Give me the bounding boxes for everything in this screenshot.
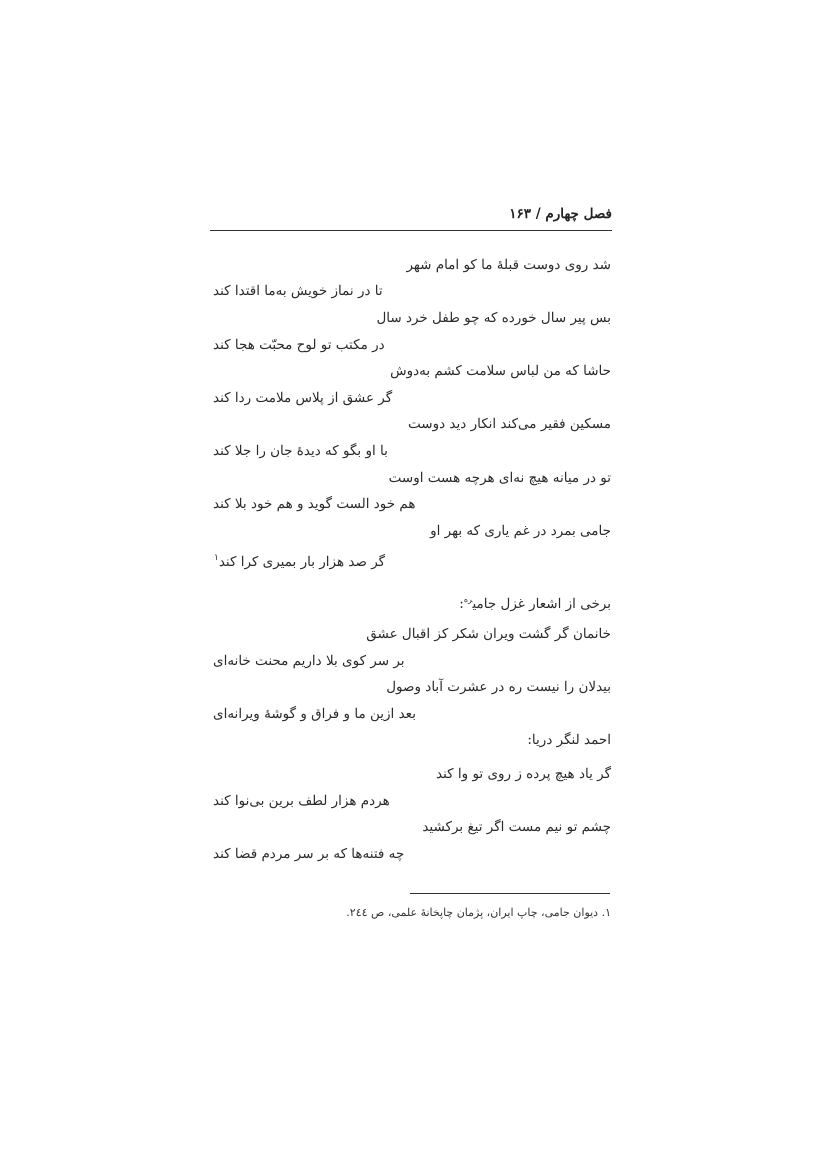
poem2-hemistich-2: بر سر کوی بلا داریم محنت خانه‌ای bbox=[213, 653, 405, 669]
poem1-hemistich-11: جامی بمرد در غم یاری که بهر او bbox=[430, 523, 611, 539]
poem1-hemistich-3: بس پیر سال خورده که چو طفل خرد سال bbox=[376, 310, 611, 326]
jami-intro bbox=[459, 591, 611, 613]
poem1-hemistich-7: مسکین فقیر می‌کند انکار دید دوست bbox=[408, 416, 611, 432]
ahmad-intro: احمد لنگر دریا: bbox=[527, 732, 611, 748]
poem1-hemistich-9: تو در میانه هیچ نه‌ای هرچه هست اوست bbox=[388, 470, 611, 486]
poem1-hemistich-12 bbox=[213, 549, 385, 571]
poem3-hemistich-1: گر یاد هیچ پرده ز روی تو وا کند bbox=[436, 766, 611, 782]
jami-intro-text: برخی از اشعار غزل جامی bbox=[472, 596, 611, 612]
jami-intro-colon: : bbox=[459, 596, 464, 612]
poem1-hemistich-4: در مکتب تو لوح محبّت هجا کند bbox=[213, 337, 385, 353]
poem1-hemistich-2: تا در نماز خویش به‌ما اقتدا کند bbox=[213, 283, 383, 299]
chapter-title: فصل چهارم bbox=[545, 206, 612, 222]
poem3-hemistich-4: چه فتنه‌ها که بر سر مردم قضا کند bbox=[213, 846, 405, 862]
footnote-rule bbox=[410, 893, 610, 894]
poem2-hemistich-4: بعد ازین ما و فراق و گوشهٔ ویرانه‌ای bbox=[213, 706, 416, 722]
running-header bbox=[210, 206, 612, 228]
poem1-hemistich-12-text: گر صد هزار بار بمیری کرا کند bbox=[218, 554, 386, 570]
poem2-hemistich-3: بیدلان را نیست ره در عشرت آباد وصول bbox=[386, 679, 611, 695]
poem1-hemistich-10: هم خود الست گوید و هم خود بلا کند bbox=[213, 496, 416, 512]
poem3-hemistich-3: چشم تو نیم مست اگر تیغ برکشید bbox=[422, 819, 611, 835]
poem2-hemistich-1: خانمان گر گشت ویران شکر کز اقبال عشق bbox=[366, 626, 611, 642]
poem1-hemistich-8: با او بگو که دیدهٔ جان را جلا کند bbox=[213, 443, 388, 459]
page-number: ۱۶۳ bbox=[509, 206, 531, 222]
poem1-hemistich-5: حاشا که من لباس سلامت کشم به‌دوش bbox=[390, 363, 611, 379]
honorific-mark: ره bbox=[463, 595, 473, 604]
header-separator: / bbox=[535, 206, 541, 222]
footnote-marker[interactable]: ۱ bbox=[214, 553, 219, 563]
footnote: ۱. دیوان جامی، چاپ ایران، پژمان چاپخانهٔ علمی، ص ۲٤٤. bbox=[346, 906, 611, 919]
poem3-hemistich-2: هردم هزار لطف برین بی‌نوا کند bbox=[213, 793, 390, 809]
header-rule bbox=[210, 230, 612, 231]
poem1-hemistich-6: گر عشق از پلاس ملامت ردا کند bbox=[213, 390, 393, 406]
poem1-hemistich-1: شد روی دوست قبلهٔ ما کو امام شهر bbox=[406, 257, 611, 273]
